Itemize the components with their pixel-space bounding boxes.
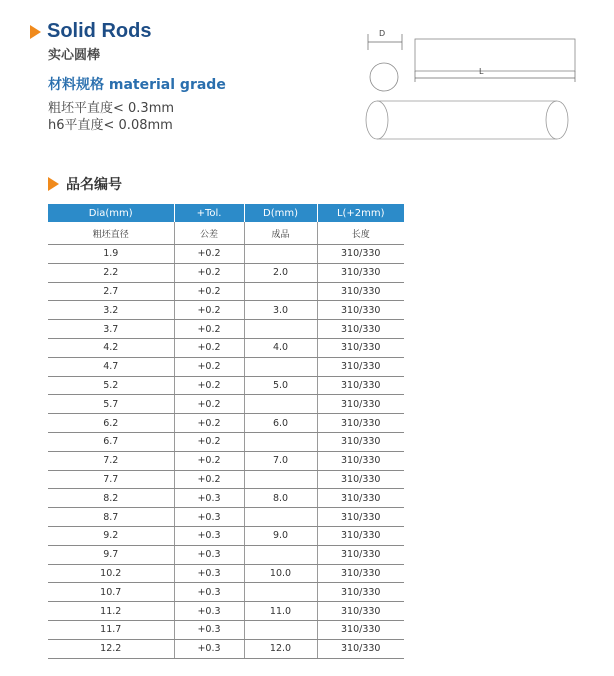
table-subheader-row bbox=[48, 222, 404, 245]
cell-length: 310/330 bbox=[317, 320, 404, 339]
cell-length: 310/330 bbox=[317, 245, 404, 264]
cell-tol: +0.2 bbox=[174, 320, 244, 339]
table-row bbox=[48, 338, 404, 357]
triangle-bullet-icon bbox=[48, 177, 59, 191]
cell-length: 310/330 bbox=[317, 620, 404, 639]
spec-rough-straightness: 粗坯平直度< 0.3mm bbox=[48, 101, 175, 116]
cell-d: 6.0 bbox=[244, 414, 317, 433]
cell-d: 3.0 bbox=[244, 301, 317, 320]
header-tol: +Tol. bbox=[174, 204, 244, 222]
cell-dia: 5.2 bbox=[48, 376, 174, 395]
cell-dia: 2.7 bbox=[48, 282, 174, 301]
cell-d bbox=[244, 395, 317, 414]
cell-dia: 9.7 bbox=[48, 545, 174, 564]
cell-d: 9.0 bbox=[244, 526, 317, 545]
cell-d bbox=[244, 470, 317, 489]
cell-length: 310/330 bbox=[317, 376, 404, 395]
cell-dia: 2.2 bbox=[48, 263, 174, 282]
title-row bbox=[30, 20, 151, 43]
cell-d bbox=[244, 357, 317, 376]
cell-length: 310/330 bbox=[317, 639, 404, 658]
table-row bbox=[48, 263, 404, 282]
cell-length: 310/330 bbox=[317, 545, 404, 564]
cell-dia: 6.2 bbox=[48, 414, 174, 433]
cell-length: 310/330 bbox=[317, 414, 404, 433]
table-row bbox=[48, 432, 404, 451]
cell-d: 2.0 bbox=[244, 263, 317, 282]
cell-d: 11.0 bbox=[244, 602, 317, 621]
cell-tol: +0.2 bbox=[174, 263, 244, 282]
rod-side-view bbox=[415, 39, 575, 71]
cell-dia: 4.2 bbox=[48, 338, 174, 357]
cell-dia: 10.2 bbox=[48, 564, 174, 583]
cell-length: 310/330 bbox=[317, 564, 404, 583]
table-row bbox=[48, 545, 404, 564]
cell-length: 310/330 bbox=[317, 338, 404, 357]
spec-table bbox=[48, 204, 404, 659]
cell-length: 310/330 bbox=[317, 470, 404, 489]
cell-d bbox=[244, 432, 317, 451]
d-label: D bbox=[379, 29, 386, 38]
cell-tol: +0.2 bbox=[174, 395, 244, 414]
cell-tol: +0.3 bbox=[174, 508, 244, 527]
cell-dia: 7.2 bbox=[48, 451, 174, 470]
cell-length: 310/330 bbox=[317, 489, 404, 508]
table-row bbox=[48, 282, 404, 301]
cell-length: 310/330 bbox=[317, 508, 404, 527]
cell-length: 310/330 bbox=[317, 451, 404, 470]
cell-tol: +0.2 bbox=[174, 376, 244, 395]
cell-tol: +0.3 bbox=[174, 545, 244, 564]
cell-length: 310/330 bbox=[317, 263, 404, 282]
cell-dia: 12.2 bbox=[48, 639, 174, 658]
cell-tol: +0.2 bbox=[174, 282, 244, 301]
triangle-bullet-icon bbox=[30, 25, 41, 39]
table-row bbox=[48, 489, 404, 508]
cell-length: 310/330 bbox=[317, 432, 404, 451]
table-row bbox=[48, 245, 404, 264]
cell-d bbox=[244, 583, 317, 602]
cell-tol: +0.2 bbox=[174, 414, 244, 433]
cell-tol: +0.2 bbox=[174, 338, 244, 357]
cell-length: 310/330 bbox=[317, 602, 404, 621]
table-row bbox=[48, 564, 404, 583]
table-row bbox=[48, 395, 404, 414]
subheader-tol: 公差 bbox=[174, 222, 244, 245]
cylinder-left-end bbox=[366, 101, 388, 139]
cell-dia: 8.7 bbox=[48, 508, 174, 527]
material-grade-heading: 材料规格 material grade bbox=[48, 77, 226, 93]
table-row bbox=[48, 376, 404, 395]
cell-dia: 11.2 bbox=[48, 602, 174, 621]
cell-d bbox=[244, 245, 317, 264]
cell-tol: +0.3 bbox=[174, 639, 244, 658]
table-row bbox=[48, 639, 404, 658]
rod-diagram bbox=[355, 22, 595, 162]
header-dia: Dia(mm) bbox=[48, 204, 174, 222]
cell-tol: +0.2 bbox=[174, 470, 244, 489]
cell-dia: 7.7 bbox=[48, 470, 174, 489]
cell-dia: 8.2 bbox=[48, 489, 174, 508]
cell-length: 310/330 bbox=[317, 526, 404, 545]
table-row bbox=[48, 508, 404, 527]
cell-d: 4.0 bbox=[244, 338, 317, 357]
cell-dia: 10.7 bbox=[48, 583, 174, 602]
table-header-row bbox=[48, 204, 404, 222]
table-row bbox=[48, 470, 404, 489]
cell-length: 310/330 bbox=[317, 282, 404, 301]
cell-tol: +0.2 bbox=[174, 451, 244, 470]
cell-length: 310/330 bbox=[317, 301, 404, 320]
cell-dia: 3.2 bbox=[48, 301, 174, 320]
cell-tol: +0.3 bbox=[174, 526, 244, 545]
cell-dia: 3.7 bbox=[48, 320, 174, 339]
table-row bbox=[48, 357, 404, 376]
cell-d bbox=[244, 545, 317, 564]
cell-d: 12.0 bbox=[244, 639, 317, 658]
cell-tol: +0.2 bbox=[174, 432, 244, 451]
table-row bbox=[48, 583, 404, 602]
cell-dia: 11.7 bbox=[48, 620, 174, 639]
page-subtitle: 实心圆棒 bbox=[48, 48, 101, 63]
table-row bbox=[48, 320, 404, 339]
page-title: Solid Rods bbox=[47, 20, 152, 42]
cell-dia: 6.7 bbox=[48, 432, 174, 451]
cell-dia: 9.2 bbox=[48, 526, 174, 545]
cell-d bbox=[244, 620, 317, 639]
cell-tol: +0.3 bbox=[174, 564, 244, 583]
table-row bbox=[48, 620, 404, 639]
subheader-length: 长度 bbox=[317, 222, 404, 245]
cell-tol: +0.2 bbox=[174, 245, 244, 264]
cell-d: 10.0 bbox=[244, 564, 317, 583]
subheader-dia: 粗坯直径 bbox=[48, 222, 174, 245]
cell-tol: +0.3 bbox=[174, 602, 244, 621]
l-label: L bbox=[479, 67, 484, 76]
section-title: 品名编号 bbox=[66, 177, 122, 193]
cell-tol: +0.3 bbox=[174, 620, 244, 639]
table-row bbox=[48, 602, 404, 621]
cylinder-right-end bbox=[546, 101, 568, 139]
cell-d: 8.0 bbox=[244, 489, 317, 508]
spec-h6-straightness: h6平直度< 0.08mm bbox=[48, 118, 173, 133]
cell-d bbox=[244, 508, 317, 527]
header-length: L(+2mm) bbox=[317, 204, 404, 222]
cell-dia: 5.7 bbox=[48, 395, 174, 414]
cell-d bbox=[244, 320, 317, 339]
cell-d: 7.0 bbox=[244, 451, 317, 470]
section-heading bbox=[48, 174, 122, 194]
cell-length: 310/330 bbox=[317, 357, 404, 376]
cell-tol: +0.2 bbox=[174, 357, 244, 376]
cell-d bbox=[244, 282, 317, 301]
cell-tol: +0.3 bbox=[174, 583, 244, 602]
table-row bbox=[48, 526, 404, 545]
cell-d: 5.0 bbox=[244, 376, 317, 395]
cell-tol: +0.2 bbox=[174, 301, 244, 320]
table-row bbox=[48, 301, 404, 320]
subheader-d: 成品 bbox=[244, 222, 317, 245]
cell-dia: 1.9 bbox=[48, 245, 174, 264]
header bbox=[30, 20, 151, 63]
cell-dia: 4.7 bbox=[48, 357, 174, 376]
table-row bbox=[48, 451, 404, 470]
cell-tol: +0.3 bbox=[174, 489, 244, 508]
table-row bbox=[48, 414, 404, 433]
cell-length: 310/330 bbox=[317, 395, 404, 414]
cell-length: 310/330 bbox=[317, 583, 404, 602]
header-d: D(mm) bbox=[244, 204, 317, 222]
rod-end-circle bbox=[370, 63, 398, 91]
